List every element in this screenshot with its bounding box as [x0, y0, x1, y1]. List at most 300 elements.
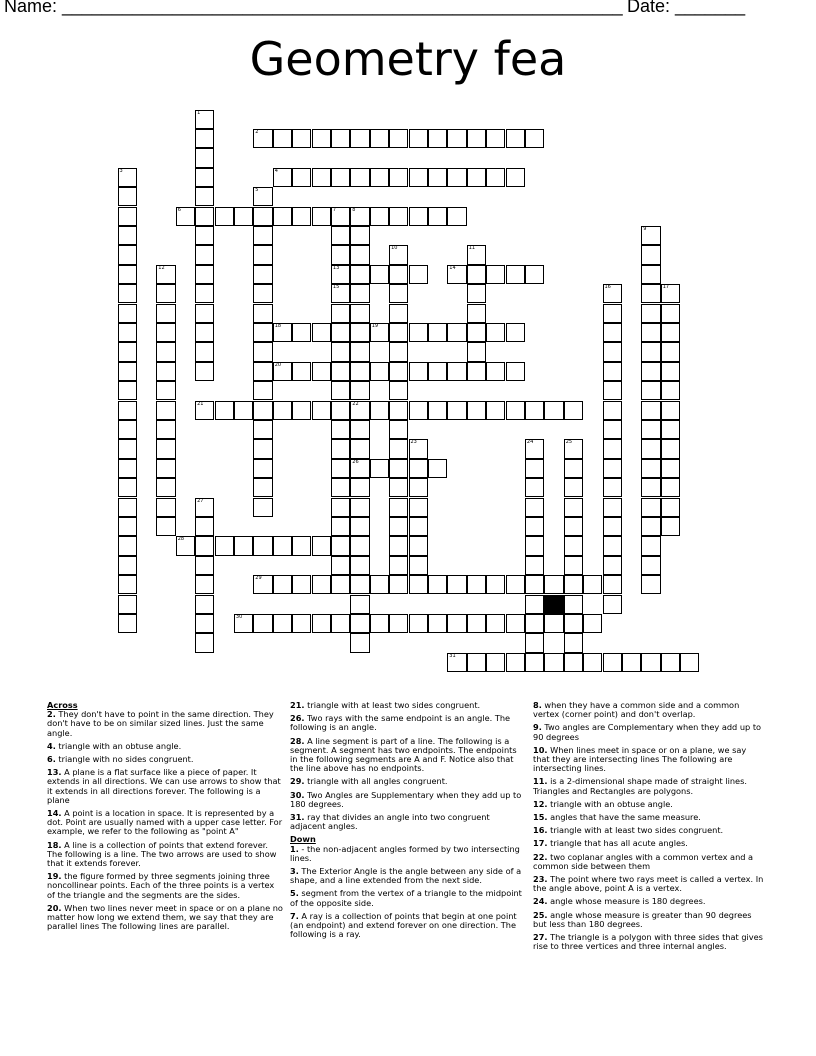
- grid-cell[interactable]: [467, 575, 486, 594]
- grid-cell[interactable]: [389, 420, 408, 439]
- grid-cell[interactable]: [486, 575, 505, 594]
- grid-cell[interactable]: [292, 129, 311, 148]
- grid-cell[interactable]: [253, 284, 272, 303]
- grid-cell[interactable]: [350, 536, 369, 555]
- grid-cell[interactable]: [486, 129, 505, 148]
- grid-cell[interactable]: [273, 129, 292, 148]
- grid-cell[interactable]: [234, 207, 253, 226]
- grid-cell[interactable]: [156, 304, 175, 323]
- grid-cell[interactable]: [641, 226, 660, 245]
- grid-cell[interactable]: [370, 401, 389, 420]
- grid-cell[interactable]: [118, 478, 137, 497]
- grid-cell[interactable]: [331, 517, 350, 536]
- grid-cell[interactable]: [661, 420, 680, 439]
- grid-cell[interactable]: [118, 459, 137, 478]
- grid-cell[interactable]: [389, 459, 408, 478]
- grid-cell[interactable]: [661, 478, 680, 497]
- grid-cell[interactable]: [428, 575, 447, 594]
- grid-cell[interactable]: [583, 653, 602, 672]
- grid-cell[interactable]: [409, 498, 428, 517]
- grid-cell[interactable]: [428, 168, 447, 187]
- grid-cell[interactable]: [156, 478, 175, 497]
- grid-cell[interactable]: [195, 517, 214, 536]
- grid-cell[interactable]: [564, 556, 583, 575]
- grid-cell[interactable]: [195, 148, 214, 167]
- grid-cell[interactable]: [350, 459, 369, 478]
- grid-cell[interactable]: [331, 478, 350, 497]
- grid-cell[interactable]: [370, 129, 389, 148]
- grid-cell[interactable]: [409, 323, 428, 342]
- grid-cell[interactable]: [389, 168, 408, 187]
- grid-cell[interactable]: [292, 575, 311, 594]
- grid-cell[interactable]: [118, 575, 137, 594]
- grid-cell[interactable]: [661, 439, 680, 458]
- grid-cell[interactable]: [292, 207, 311, 226]
- grid-cell[interactable]: [312, 168, 331, 187]
- grid-cell[interactable]: [253, 304, 272, 323]
- grid-cell[interactable]: [564, 459, 583, 478]
- grid-cell[interactable]: [603, 478, 622, 497]
- grid-cell[interactable]: [409, 439, 428, 458]
- grid-cell[interactable]: [389, 439, 408, 458]
- grid-cell[interactable]: [525, 556, 544, 575]
- grid-cell[interactable]: [544, 614, 563, 633]
- grid-cell[interactable]: [447, 129, 466, 148]
- grid-cell[interactable]: [331, 129, 350, 148]
- grid-cell[interactable]: [525, 595, 544, 614]
- grid-cell[interactable]: [331, 265, 350, 284]
- grid-cell[interactable]: [603, 381, 622, 400]
- grid-cell[interactable]: [312, 362, 331, 381]
- grid-cell[interactable]: [253, 439, 272, 458]
- grid-cell[interactable]: [409, 536, 428, 555]
- grid-cell[interactable]: [350, 323, 369, 342]
- grid-cell[interactable]: [195, 129, 214, 148]
- grid-cell[interactable]: [195, 110, 214, 129]
- grid-cell[interactable]: [389, 284, 408, 303]
- grid-cell[interactable]: [253, 401, 272, 420]
- grid-cell[interactable]: [253, 342, 272, 361]
- grid-cell[interactable]: [195, 575, 214, 594]
- grid-cell[interactable]: [603, 362, 622, 381]
- grid-cell[interactable]: [350, 342, 369, 361]
- grid-cell[interactable]: [312, 536, 331, 555]
- grid-cell[interactable]: [506, 265, 525, 284]
- grid-cell[interactable]: [331, 575, 350, 594]
- grid-cell[interactable]: [215, 401, 234, 420]
- grid-cell[interactable]: [603, 459, 622, 478]
- grid-cell[interactable]: [409, 614, 428, 633]
- grid-cell[interactable]: [331, 556, 350, 575]
- grid-cell[interactable]: [195, 187, 214, 206]
- grid-cell[interactable]: [603, 323, 622, 342]
- grid-cell[interactable]: [486, 614, 505, 633]
- grid-cell[interactable]: [118, 595, 137, 614]
- grid-cell[interactable]: [156, 401, 175, 420]
- grid-cell[interactable]: [641, 304, 660, 323]
- grid-cell[interactable]: [389, 575, 408, 594]
- grid-cell[interactable]: [661, 653, 680, 672]
- grid-cell[interactable]: [661, 362, 680, 381]
- grid-cell[interactable]: [564, 653, 583, 672]
- grid-cell[interactable]: [409, 265, 428, 284]
- grid-cell[interactable]: [467, 323, 486, 342]
- grid-cell[interactable]: [389, 207, 408, 226]
- grid-cell[interactable]: [447, 362, 466, 381]
- grid-cell[interactable]: [467, 265, 486, 284]
- grid-cell[interactable]: [389, 381, 408, 400]
- grid-cell[interactable]: [525, 265, 544, 284]
- grid-cell[interactable]: [525, 129, 544, 148]
- grid-cell[interactable]: [506, 614, 525, 633]
- grid-cell[interactable]: [525, 653, 544, 672]
- grid-cell[interactable]: [370, 362, 389, 381]
- grid-cell[interactable]: [389, 265, 408, 284]
- grid-cell[interactable]: [118, 207, 137, 226]
- grid-cell[interactable]: [447, 323, 466, 342]
- grid-cell[interactable]: [525, 536, 544, 555]
- grid-cell[interactable]: [564, 614, 583, 633]
- grid-cell[interactable]: [273, 323, 292, 342]
- grid-cell[interactable]: [331, 304, 350, 323]
- grid-cell[interactable]: [331, 536, 350, 555]
- grid-cell[interactable]: [389, 517, 408, 536]
- grid-cell[interactable]: [641, 265, 660, 284]
- grid-cell[interactable]: [253, 498, 272, 517]
- grid-cell[interactable]: [312, 207, 331, 226]
- grid-cell[interactable]: [389, 342, 408, 361]
- grid-cell[interactable]: [331, 245, 350, 264]
- grid-cell[interactable]: [409, 575, 428, 594]
- grid-cell[interactable]: [292, 168, 311, 187]
- grid-cell[interactable]: [641, 517, 660, 536]
- grid-cell[interactable]: [661, 323, 680, 342]
- grid-cell[interactable]: [156, 342, 175, 361]
- grid-cell[interactable]: [661, 459, 680, 478]
- grid-cell[interactable]: [641, 362, 660, 381]
- grid-cell[interactable]: [583, 575, 602, 594]
- grid-cell[interactable]: [118, 323, 137, 342]
- grid-cell[interactable]: [253, 420, 272, 439]
- grid-cell[interactable]: [447, 653, 466, 672]
- grid-cell[interactable]: [641, 498, 660, 517]
- grid-cell[interactable]: [273, 575, 292, 594]
- grid-cell[interactable]: [156, 381, 175, 400]
- grid-cell[interactable]: [370, 575, 389, 594]
- grid-cell[interactable]: [253, 536, 272, 555]
- grid-cell[interactable]: [389, 323, 408, 342]
- grid-cell[interactable]: [506, 129, 525, 148]
- grid-cell[interactable]: [292, 614, 311, 633]
- grid-cell[interactable]: [603, 556, 622, 575]
- grid-cell[interactable]: [370, 265, 389, 284]
- grid-cell[interactable]: [525, 614, 544, 633]
- grid-cell[interactable]: [156, 323, 175, 342]
- grid-cell[interactable]: [641, 284, 660, 303]
- grid-cell[interactable]: [253, 362, 272, 381]
- grid-cell[interactable]: [467, 401, 486, 420]
- grid-cell[interactable]: [389, 614, 408, 633]
- grid-cell[interactable]: [156, 420, 175, 439]
- grid-cell[interactable]: [156, 284, 175, 303]
- grid-cell[interactable]: [525, 439, 544, 458]
- grid-cell[interactable]: [195, 342, 214, 361]
- grid-cell[interactable]: [370, 323, 389, 342]
- grid-cell[interactable]: [350, 168, 369, 187]
- grid-cell[interactable]: [350, 595, 369, 614]
- grid-cell[interactable]: [331, 226, 350, 245]
- grid-cell[interactable]: [564, 575, 583, 594]
- grid-cell[interactable]: [273, 207, 292, 226]
- grid-cell[interactable]: [331, 498, 350, 517]
- grid-cell[interactable]: [389, 478, 408, 497]
- grid-cell[interactable]: [331, 381, 350, 400]
- grid-cell[interactable]: [156, 439, 175, 458]
- grid-cell[interactable]: [486, 401, 505, 420]
- grid-cell[interactable]: [544, 401, 563, 420]
- grid-cell[interactable]: [118, 265, 137, 284]
- grid-cell[interactable]: [195, 284, 214, 303]
- grid-cell[interactable]: [641, 536, 660, 555]
- grid-cell[interactable]: [603, 653, 622, 672]
- grid-cell[interactable]: [370, 207, 389, 226]
- grid-cell[interactable]: [350, 245, 369, 264]
- grid-cell[interactable]: [350, 556, 369, 575]
- grid-cell[interactable]: [603, 304, 622, 323]
- grid-cell[interactable]: [234, 401, 253, 420]
- grid-cell[interactable]: [467, 614, 486, 633]
- grid-cell[interactable]: [447, 401, 466, 420]
- grid-cell[interactable]: [603, 342, 622, 361]
- grid-cell[interactable]: [409, 129, 428, 148]
- grid-cell[interactable]: [195, 265, 214, 284]
- grid-cell[interactable]: [603, 575, 622, 594]
- grid-cell[interactable]: [350, 304, 369, 323]
- grid-cell[interactable]: [118, 304, 137, 323]
- grid-cell[interactable]: [409, 207, 428, 226]
- grid-cell[interactable]: [195, 323, 214, 342]
- grid-cell[interactable]: [331, 439, 350, 458]
- grid-cell[interactable]: [564, 633, 583, 652]
- grid-cell[interactable]: [486, 362, 505, 381]
- grid-cell[interactable]: [195, 614, 214, 633]
- grid-cell[interactable]: [641, 653, 660, 672]
- grid-cell[interactable]: [564, 498, 583, 517]
- grid-cell[interactable]: [118, 498, 137, 517]
- grid-cell[interactable]: [331, 323, 350, 342]
- grid-cell[interactable]: [195, 245, 214, 264]
- grid-cell[interactable]: [273, 168, 292, 187]
- grid-cell[interactable]: [603, 595, 622, 614]
- grid-cell[interactable]: [350, 633, 369, 652]
- grid-cell[interactable]: [641, 556, 660, 575]
- grid-cell[interactable]: [253, 245, 272, 264]
- grid-cell[interactable]: [118, 168, 137, 187]
- grid-cell[interactable]: [195, 226, 214, 245]
- grid-cell[interactable]: [661, 304, 680, 323]
- grid-cell[interactable]: [409, 362, 428, 381]
- grid-cell[interactable]: [350, 226, 369, 245]
- grid-cell[interactable]: [253, 129, 272, 148]
- grid-cell[interactable]: [506, 653, 525, 672]
- grid-cell[interactable]: [253, 323, 272, 342]
- grid-cell[interactable]: [292, 323, 311, 342]
- grid-cell[interactable]: [312, 575, 331, 594]
- grid-cell[interactable]: [350, 498, 369, 517]
- grid-cell[interactable]: [661, 381, 680, 400]
- grid-cell[interactable]: [350, 517, 369, 536]
- grid-cell[interactable]: [603, 498, 622, 517]
- grid-cell[interactable]: [603, 439, 622, 458]
- grid-cell[interactable]: [641, 245, 660, 264]
- grid-cell[interactable]: [253, 187, 272, 206]
- grid-cell[interactable]: [253, 459, 272, 478]
- grid-cell[interactable]: [195, 401, 214, 420]
- grid-cell[interactable]: [564, 478, 583, 497]
- grid-cell[interactable]: [312, 129, 331, 148]
- grid-cell[interactable]: [312, 323, 331, 342]
- grid-cell[interactable]: [525, 401, 544, 420]
- grid-cell[interactable]: [273, 536, 292, 555]
- grid-cell[interactable]: [641, 478, 660, 497]
- grid-cell[interactable]: [467, 168, 486, 187]
- grid-cell[interactable]: [195, 304, 214, 323]
- grid-cell[interactable]: [273, 614, 292, 633]
- grid-cell[interactable]: [506, 168, 525, 187]
- grid-cell[interactable]: [195, 556, 214, 575]
- grid-cell[interactable]: [467, 245, 486, 264]
- grid-cell[interactable]: [661, 401, 680, 420]
- grid-cell[interactable]: [292, 536, 311, 555]
- grid-cell[interactable]: [428, 401, 447, 420]
- grid-cell[interactable]: [370, 168, 389, 187]
- grid-cell[interactable]: [603, 536, 622, 555]
- grid-cell[interactable]: [292, 401, 311, 420]
- grid-cell[interactable]: [467, 342, 486, 361]
- grid-cell[interactable]: [156, 459, 175, 478]
- grid-cell[interactable]: [641, 575, 660, 594]
- grid-cell[interactable]: [312, 401, 331, 420]
- grid-cell[interactable]: [156, 362, 175, 381]
- grid-cell[interactable]: [389, 245, 408, 264]
- grid-cell[interactable]: [331, 207, 350, 226]
- grid-cell[interactable]: [506, 362, 525, 381]
- grid-cell[interactable]: [118, 381, 137, 400]
- grid-cell[interactable]: [118, 226, 137, 245]
- grid-cell[interactable]: [564, 595, 583, 614]
- grid-cell[interactable]: [118, 245, 137, 264]
- grid-cell[interactable]: [467, 284, 486, 303]
- grid-cell[interactable]: [253, 575, 272, 594]
- grid-cell[interactable]: [118, 362, 137, 381]
- grid-cell[interactable]: [273, 401, 292, 420]
- grid-cell[interactable]: [564, 401, 583, 420]
- grid-cell[interactable]: [350, 265, 369, 284]
- grid-cell[interactable]: [195, 207, 214, 226]
- grid-cell[interactable]: [409, 517, 428, 536]
- grid-cell[interactable]: [641, 439, 660, 458]
- grid-cell[interactable]: [641, 381, 660, 400]
- grid-cell[interactable]: [292, 362, 311, 381]
- grid-cell[interactable]: [447, 614, 466, 633]
- grid-cell[interactable]: [156, 498, 175, 517]
- grid-cell[interactable]: [331, 459, 350, 478]
- grid-cell[interactable]: [428, 207, 447, 226]
- grid-cell[interactable]: [350, 401, 369, 420]
- grid-cell[interactable]: [506, 323, 525, 342]
- grid-cell[interactable]: [156, 265, 175, 284]
- grid-cell[interactable]: [409, 459, 428, 478]
- grid-cell[interactable]: [525, 633, 544, 652]
- grid-cell[interactable]: [409, 556, 428, 575]
- grid-cell[interactable]: [447, 207, 466, 226]
- grid-cell[interactable]: [641, 401, 660, 420]
- grid-cell[interactable]: [680, 653, 699, 672]
- grid-cell[interactable]: [428, 459, 447, 478]
- grid-cell[interactable]: [253, 614, 272, 633]
- grid-cell[interactable]: [603, 284, 622, 303]
- grid-cell[interactable]: [234, 614, 253, 633]
- grid-cell[interactable]: [370, 459, 389, 478]
- grid-cell[interactable]: [370, 614, 389, 633]
- grid-cell[interactable]: [195, 595, 214, 614]
- grid-cell[interactable]: [525, 478, 544, 497]
- grid-cell[interactable]: [447, 265, 466, 284]
- grid-cell[interactable]: [389, 536, 408, 555]
- grid-cell[interactable]: [350, 420, 369, 439]
- grid-cell[interactable]: [486, 168, 505, 187]
- grid-cell[interactable]: [195, 168, 214, 187]
- grid-cell[interactable]: [350, 207, 369, 226]
- grid-cell[interactable]: [350, 478, 369, 497]
- grid-cell[interactable]: [118, 284, 137, 303]
- grid-cell[interactable]: [428, 362, 447, 381]
- grid-cell[interactable]: [195, 536, 214, 555]
- grid-cell[interactable]: [350, 439, 369, 458]
- grid-cell[interactable]: [447, 168, 466, 187]
- grid-cell[interactable]: [118, 556, 137, 575]
- grid-cell[interactable]: [525, 517, 544, 536]
- grid-cell[interactable]: [215, 536, 234, 555]
- grid-cell[interactable]: [428, 129, 447, 148]
- grid-cell[interactable]: [583, 614, 602, 633]
- grid-cell[interactable]: [331, 342, 350, 361]
- grid-cell[interactable]: [486, 265, 505, 284]
- grid-cell[interactable]: [622, 653, 641, 672]
- grid-cell[interactable]: [331, 614, 350, 633]
- grid-cell[interactable]: [641, 323, 660, 342]
- grid-cell[interactable]: [603, 517, 622, 536]
- grid-cell[interactable]: [176, 207, 195, 226]
- grid-cell[interactable]: [506, 401, 525, 420]
- grid-cell[interactable]: [641, 342, 660, 361]
- grid-cell[interactable]: [253, 478, 272, 497]
- grid-cell[interactable]: [118, 420, 137, 439]
- grid-cell[interactable]: [661, 342, 680, 361]
- grid-cell[interactable]: [195, 498, 214, 517]
- grid-cell[interactable]: [331, 420, 350, 439]
- grid-cell[interactable]: [195, 633, 214, 652]
- grid-cell[interactable]: [331, 362, 350, 381]
- grid-cell[interactable]: [389, 129, 408, 148]
- grid-cell[interactable]: [467, 304, 486, 323]
- grid-cell[interactable]: [118, 342, 137, 361]
- grid-cell[interactable]: [350, 284, 369, 303]
- grid-cell[interactable]: [544, 575, 563, 594]
- grid-cell[interactable]: [603, 420, 622, 439]
- grid-cell[interactable]: [118, 517, 137, 536]
- grid-cell[interactable]: [118, 536, 137, 555]
